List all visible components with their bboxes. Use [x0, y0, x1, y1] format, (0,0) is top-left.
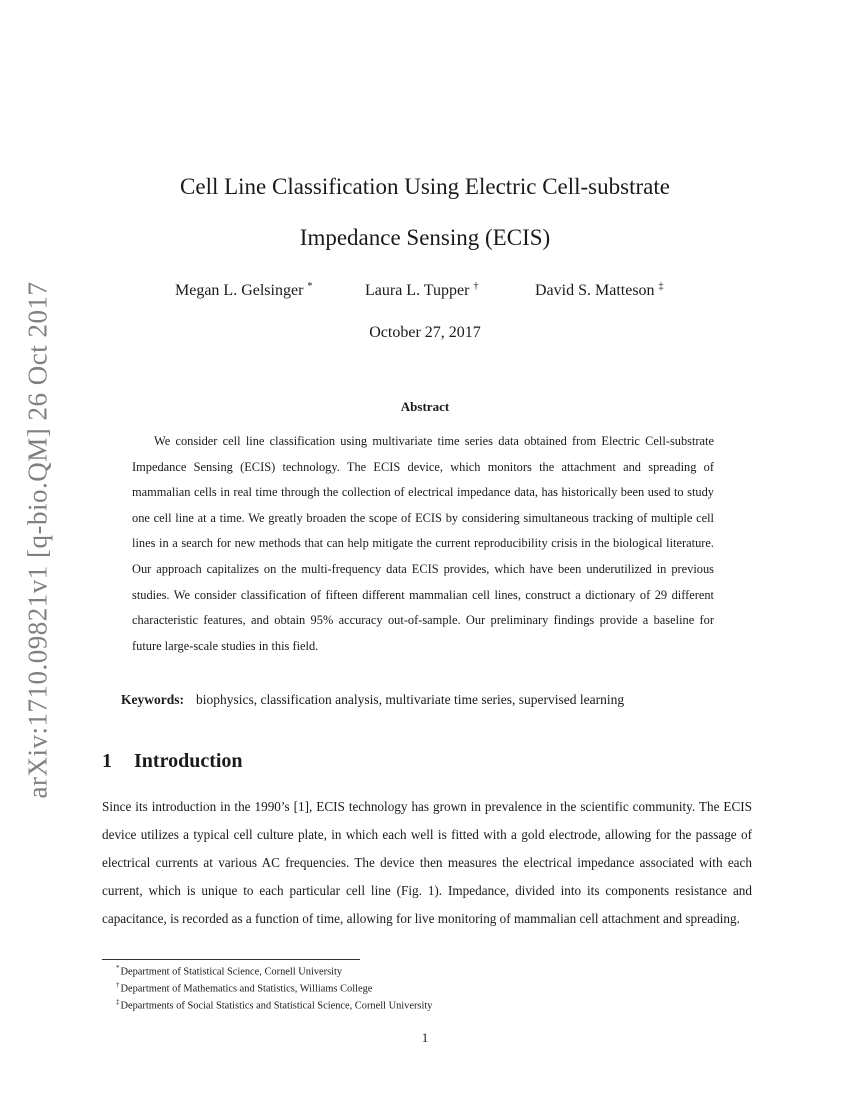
arxiv-identifier: arXiv:1710.09821v1 [q-bio.QM] 26 Oct 2017 [22, 281, 53, 799]
footnote-mark: ‡ [116, 997, 120, 1006]
footnote-mark: † [116, 980, 120, 989]
footnote-text: Department of Statistical Science, Cornell University [120, 966, 343, 978]
author-1 [175, 282, 312, 300]
author-name: Laura L. Tupper [365, 282, 470, 299]
author-name: David S. Matteson [535, 282, 655, 299]
footnotes [116, 962, 432, 1013]
keywords-text: biophysics, classification analysis, multivariate time series, supervised learning [196, 692, 625, 707]
footnote-text: Departments of Social Statistics and Statistical Science, Cornell University [120, 1000, 433, 1012]
paper-date: October 27, 2017 [369, 324, 481, 341]
footnote-1 [116, 962, 432, 979]
author-3 [535, 282, 664, 300]
section-heading-introduction [102, 750, 243, 773]
footnote-mark: * [116, 964, 120, 972]
paper-title-line-2: Impedance Sensing (ECIS) [299, 225, 551, 250]
page-number: 1 [421, 1030, 429, 1045]
footnote-rule [102, 959, 360, 960]
section-number: 1 [102, 750, 112, 772]
footnote-3 [116, 996, 432, 1013]
author-name: Megan L. Gelsinger [175, 282, 304, 299]
author-mark: ‡ [658, 280, 664, 292]
author-mark: † [473, 280, 479, 292]
introduction-paragraph: Since its introduction in the 1990’s [1], ECIS technology has grown in prevalence in the scientific community. The ECIS device utilizes a typical cell culture plate, in which each well is fitted with a gold electrode, allowing for the passage of electrical currents at various AC frequencies. The device then measures the electrical impedance associated with each current, which is unique to each particular cell line (Fig. 1). Impedance, divided into its components resistance and capacitance, is recorded as a function of time, allowing for live monitoring of mammalian cell attachment and spreading. [102, 799, 752, 926]
paper-title-line-1: Cell Line Classification Using Electric Cell-substrate [180, 174, 670, 199]
footnote-2 [116, 979, 432, 996]
author-2 [365, 282, 478, 300]
abstract-text: We consider cell line classification using multivariate time series data obtained from Electric Cell-substrate Impedance Sensing (ECIS) technology. The ECIS device, which monitors the attachment and spreading of mammalian cells in real time through the collection of electrical impedance data, has historically been used to study one cell line at a time. We greatly broaden the scope of ECIS by considering simultaneous tracking of multiple cell lines in a search for new methods that can help mitigate the current reproducibility crisis in the biological literature. Our approach capitalizes on the multi-frequency data ECIS provides, which have been underutilized in previous studies. We consider classification of fifteen different mammalian cell lines, construct a dictionary of 29 different characteristic features, and obtain 95% accuracy out-of-sample. Our preliminary findings provide a baseline for future large-scale studies in this field. [132, 434, 714, 653]
author-mark: * [307, 280, 313, 292]
abstract-heading: Abstract [400, 399, 450, 414]
keywords-label: Keywords: [121, 692, 184, 707]
section-title: Introduction [134, 750, 243, 772]
footnote-text: Department of Mathematics and Statistics, Williams College [120, 983, 373, 995]
keywords [121, 692, 741, 708]
